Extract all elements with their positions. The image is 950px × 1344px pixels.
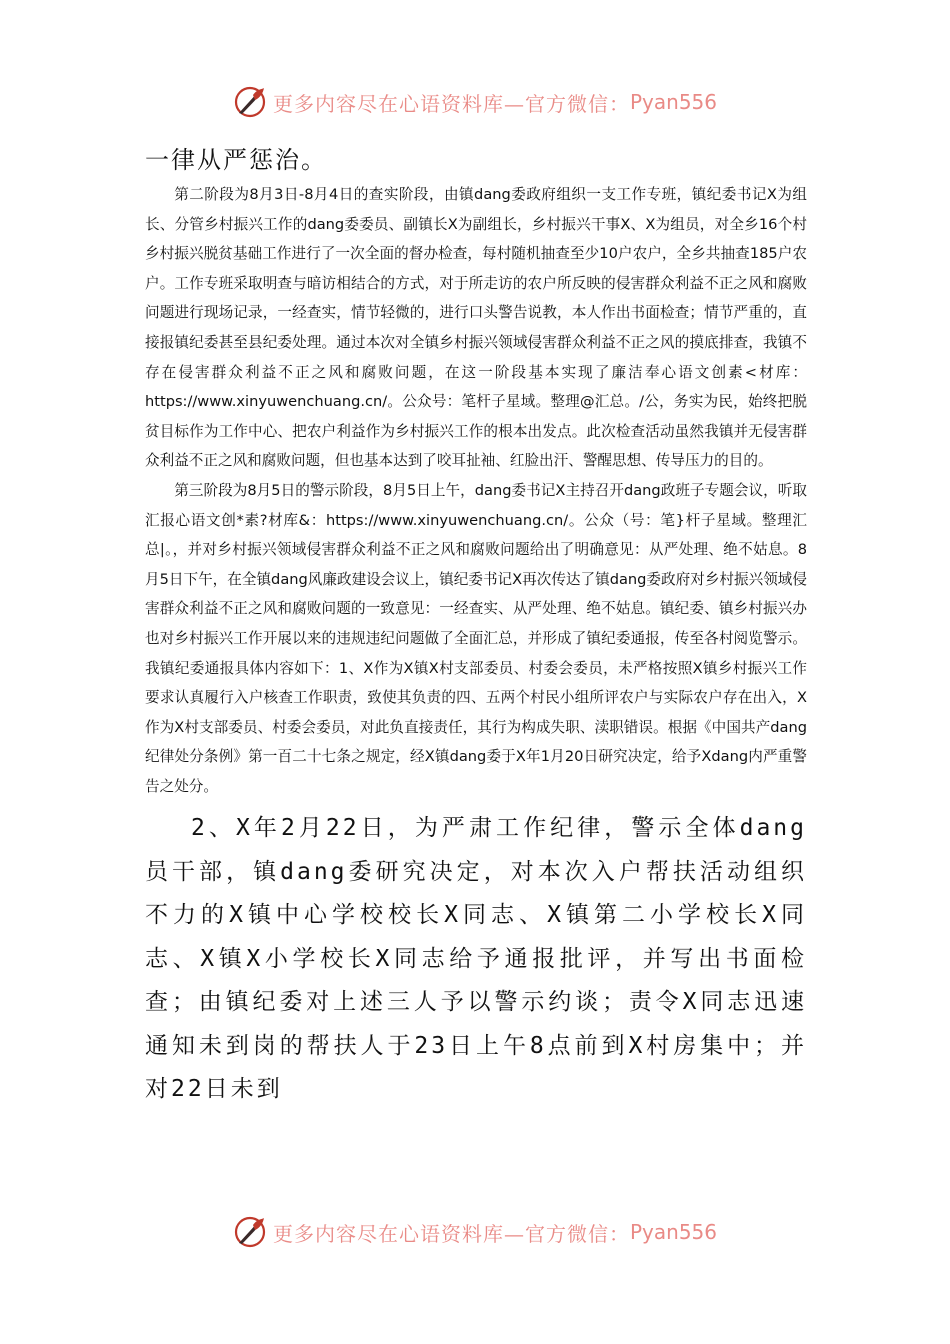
paragraph-stage-two: 第二阶段为8月3日-8月4日的查实阶段，由镇dang委政府组织一支工作专班，镇纪委书记X为组长、分管乡村振兴工作的dang委委员、副镇长X为副组长，乡村振兴干事X、X为组员，对全乡16个村乡村振兴脱贫基础工作进行了一次全面的督办检查，每村随机抽查至少10户农户，全乡共抽查185户农户。工作专班采取明查与暗访相结合的方式，对于所走访的农户所反映的侵害群众利益不正之风和腐败问题进行现场记录，一经查实，情节轻微的，进行口头警告说教，本人作出书面检查；情节严重的，直接报镇纪委甚至县纪委处理。通过本次对全镇乡村振兴领域侵害群众利益不正之风的摸底排查，我镇不存在侵害群众利益不正之风和腐败问题，在这一阶段基本实现了廉洁奉心语文创素<材库：https://www.xinyuwenchuang.cn/。公众号：笔杆子星域。整理@汇总。/公，务实为民，始终把脱贫目标作为工作中心、把农户利益作为乡村振兴工作的根本出发点。此次检查活动虽然我镇并无侵害群众利益不正之风和腐败问题，但也基本达到了咬耳扯袖、红脸出汗、警醒思想、传导压力的目的。: [145, 186, 807, 470]
header-banner-wechat: Pyan556: [629, 90, 717, 114]
footer-banner-wechat: Pyan556: [629, 1220, 717, 1244]
lead-line: 一律从严惩治。: [145, 146, 327, 174]
quill-logo-icon: [233, 1215, 267, 1249]
header-banner-text: 更多内容尽在心语资料库—官方微信：: [272, 91, 630, 116]
header-banner: [0, 82, 950, 122]
paragraph-stage-three: 第三阶段为8月5日的警示阶段，8月5日上午，dang委书记X主持召开dang政班子专题会议，听取汇报心语文创*素?材库&：https://www.xinyuwenchuang.cn/。公众（号：笔}杆子星域。整理汇总|。，并对乡村振兴领域侵害群众利益不正之风和腐败问题给出了明确意见：从严处理、绝不姑息。8月5日下午，在全镇dang风廉政建设会议上，镇纪委书记X再次传达了镇dang委政府对乡村振兴领域侵害群众利益不正之风和腐败问题的一致意见：一经查实、从严处理、绝不姑息。镇纪委、镇乡村振兴办也对乡村振兴工作开展以来的违规违纪问题做了全面汇总，并形成了镇纪委通报，传至各村阅览警示。我镇纪委通报具体内容如下：1、X作为X镇X村支部委员、村委会委员，未严格按照X镇乡村振兴工作要求认真履行入户核查工作职责，致使其负责的四、五两个村民小组所评农户与实际农户存在出入，X作为X村支部委员、村委会委员，对此负直接责任，其行为构成失职、渎职错误。根据《中国共产dang纪律处分条例》第一百二十七条之规定，经X镇dang委于X年1月20日研究决定，给予Xdang内严重警告之处分。: [145, 481, 807, 795]
document-body: [145, 140, 807, 1112]
footer-banner: [0, 1212, 950, 1252]
footer-banner-text: 更多内容尽在心语资料库—官方微信：: [272, 1221, 630, 1246]
quill-logo-icon: [233, 85, 267, 119]
paragraph-notice-two: 2、X年2月22日，为严肃工作纪律，警示全体dang员干部，镇dang委研究决定，对本次入户帮扶活动组织不力的X镇中心学校校长X同志、X镇第二小学校长X同志、X镇X小学校长X同志给予通报批评，并写出书面检查；由镇纪委对上述三人予以警示约谈；责令X同志迅速通知未到岗的帮扶人于23日上午8点前到X村房集中；并对22日未到: [145, 815, 807, 1103]
